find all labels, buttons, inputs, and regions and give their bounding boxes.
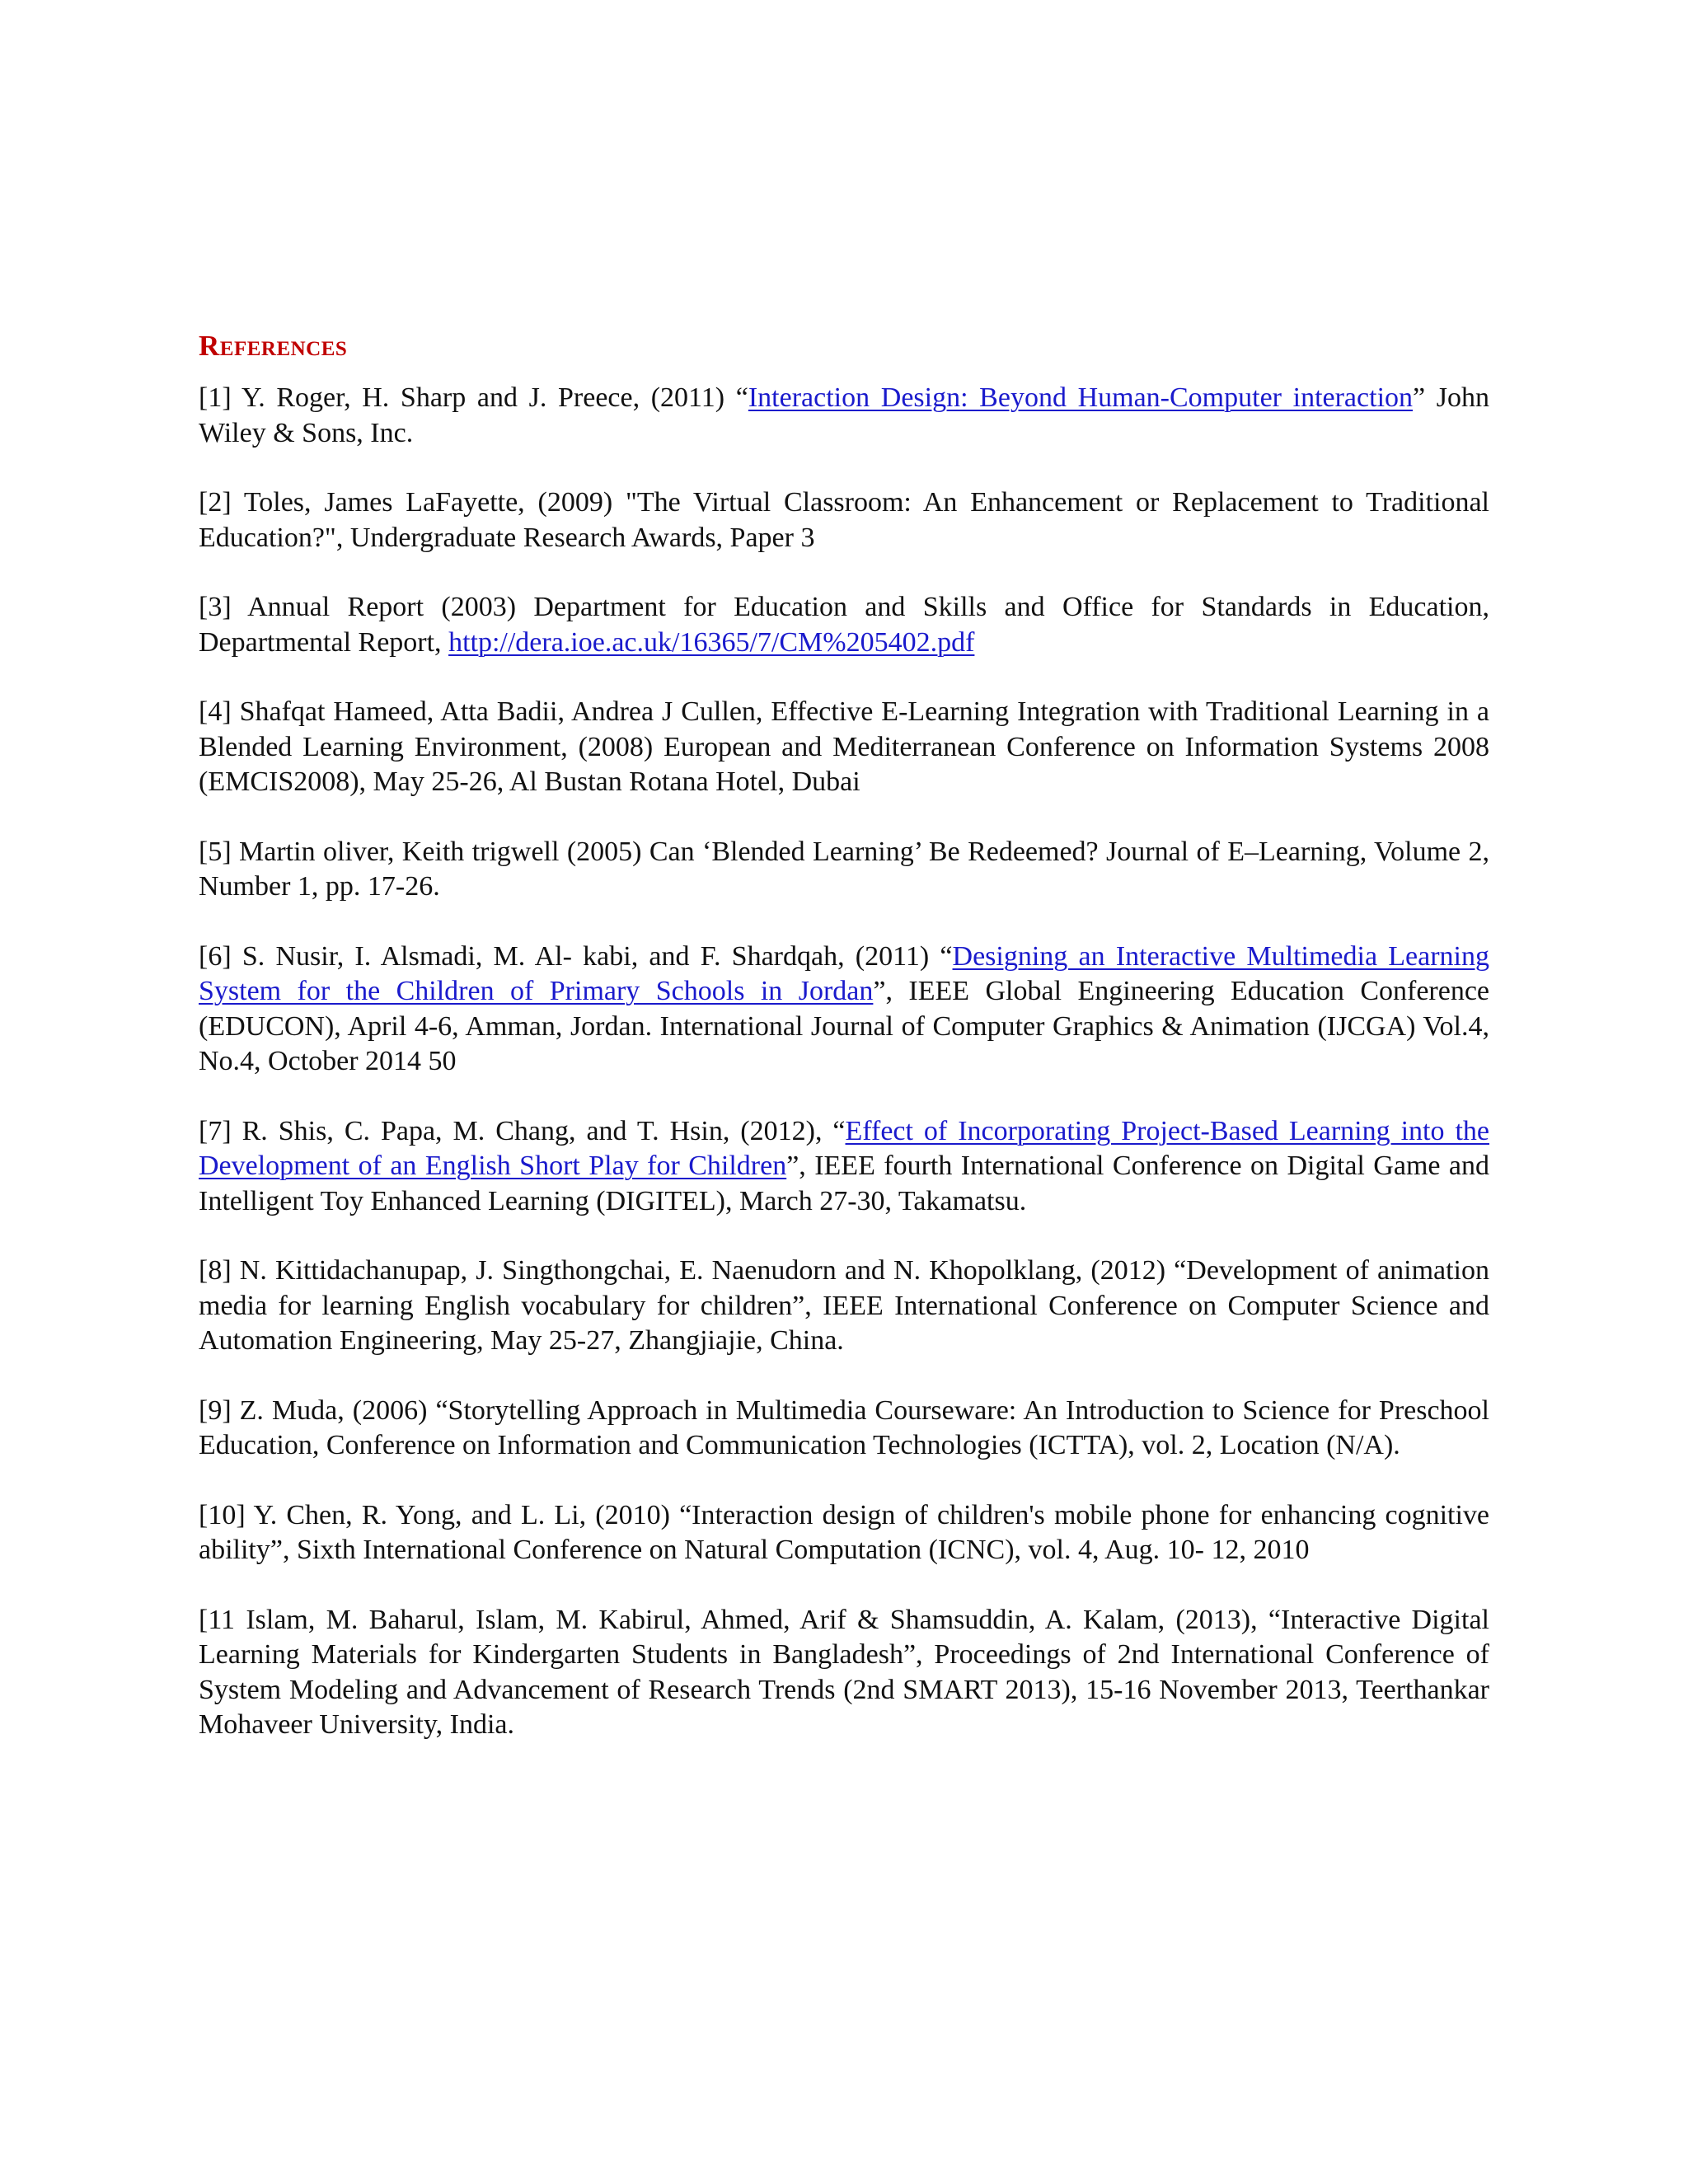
reference-item — [199, 1603, 1489, 1743]
reference-item — [199, 835, 1489, 905]
reference-list — [199, 381, 1489, 1743]
reference-text: ”, IEEE Global Engineering Education Conference (EDUCON), April 4-6, Amman, Jordan. International Journal of Computer Graphics & Animation (IJCGA) Vol.4, No.4, October 2014 50 — [199, 976, 1490, 1076]
reference-item — [199, 1114, 1489, 1220]
reference-item — [199, 695, 1489, 800]
reference-text: ”, IEEE fourth International Conference on Digital Game and Intelligent Toy Enhanced Learning (DIGITEL), March 27-30, Takamatsu. — [199, 1151, 1489, 1216]
reference-item — [199, 1394, 1489, 1464]
reference-item — [199, 381, 1489, 451]
reference-text: [3] Annual Report (2003) Department for Education and Skills and Office for Standards in Education, Departmental Report, — [199, 592, 1489, 658]
reference-text: [5] Martin oliver, Keith trigwell (2005) Can ‘Blended Learning’ Be Redeemed? Journal of E–Learning, Volume 2, Number 1, pp. 17-26. — [199, 836, 1489, 902]
reference-text: [2] Toles, James LaFayette, (2009) "The Virtual Classroom: An Enhancement or Replacement to Traditional Education?", Undergraduate Research Awards, Paper 3 — [199, 487, 1489, 553]
reference-item — [199, 590, 1489, 660]
reference-item — [199, 1498, 1489, 1568]
reference-text: [9] Z. Muda, (2006) “Storytelling Approach in Multimedia Courseware: An Introduction to Science for Preschool Education, Conference on Information and Communication Technologies (ICTTA), vol. 2, Location (N/A). — [199, 1394, 1489, 1460]
reference-text: [10] Y. Chen, R. Yong, and L. Li, (2010) “Interaction design of children's mobile phone for enhancing cognitive ability”, Sixth International Conference on Natural Computation (ICNC), vol. 4, Aug. 10- 12, 2010 — [199, 1499, 1489, 1565]
reference-text: [6] S. Nusir, I. Alsmadi, M. Al- kabi, and F. Shardqah, (2011) “ — [199, 940, 953, 972]
reference-item — [199, 940, 1489, 1080]
reference-link[interactable]: Designing an Interactive Multimedia Learning System for the Children of Primary Schools in Jordan — [199, 940, 1489, 1006]
reference-link[interactable]: Interaction Design: Beyond Human-Computer interaction — [748, 382, 1414, 413]
reference-text: ” John Wiley & Sons, Inc. — [199, 382, 1489, 448]
reference-item — [199, 1254, 1489, 1359]
reference-text: [8] N. Kittidachanupap, J. Singthongchai, E. Naenudorn and N. Khopolklang, (2012) “Development of animation media for learning English vocabulary for children”, IEEE International Conference on Computer Science and Automation Engineering, May 25-27, Zhangjiajie, China. — [199, 1255, 1489, 1356]
references-heading: References — [199, 330, 348, 362]
reference-link[interactable]: http://dera.ioe.ac.uk/16365/7/CM%205402.pdf — [448, 626, 975, 658]
reference-text: [4] Shafqat Hameed, Atta Badii, Andrea J Cullen, Effective E-Learning Integration with Traditional Learning in a Blended Learning Environment, (2008) European and Mediterranean Conference on Information Systems 2008 (EMCIS2008), May 25-26, Al Bustan Rotana Hotel, Dubai — [199, 696, 1489, 797]
reference-item — [199, 485, 1489, 555]
references-section — [199, 330, 1489, 1778]
reference-text: [1] Y. Roger, H. Sharp and J. Preece, (2011) “ — [199, 382, 748, 413]
reference-text: [11 Islam, M. Baharul, Islam, M. Kabirul, Ahmed, Arif & Shamsuddin, A. Kalam, (2013), “Interactive Digital Learning Materials for Kindergarten Students in Bangladesh”, Proceedings of 2nd International Conference of System Modeling and Advancement of Research Trends (2nd SMART 2013), 15-16 November 2013, Teerthankar Mohaveer University, India. — [199, 1604, 1489, 1740]
reference-text: [7] R. Shis, C. Papa, M. Chang, and T. Hsin, (2012), “ — [199, 1115, 846, 1146]
reference-link[interactable]: Effect of Incorporating Project-Based Learning into the Development of an English Short Play for Children — [199, 1115, 1489, 1181]
